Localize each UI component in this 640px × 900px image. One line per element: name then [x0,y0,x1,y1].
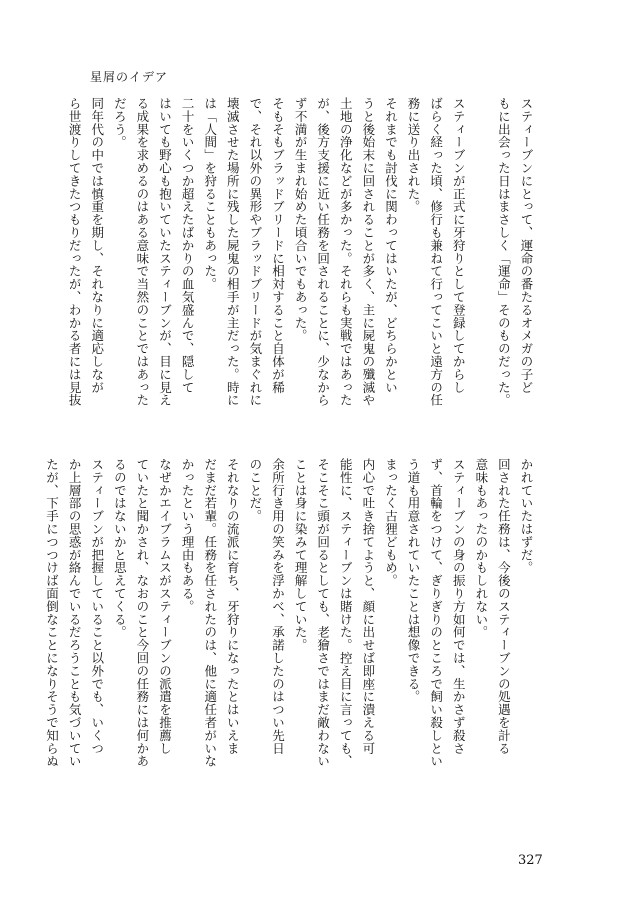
text-column: ていたと聞かされ、なおのこと今回の任務には何かあ [134,458,150,768]
text-column: スティーブンにとって、運命の番たるオメガの子ど [519,97,534,394]
text-column: だろう。 [112,97,128,149]
text-column: 土地の浄化などが多かった。それらも実戦ではあった [338,97,354,407]
text-column: るのではないかと思えてくる。 [112,458,128,639]
text-column: ことは身に染みて理解していた。 [293,458,309,652]
text-column: かれていたはずだ。 [519,458,534,575]
text-column: う道も用意されていたことは想像できる。 [406,458,422,704]
text-column: 務に送り出された。 [406,97,422,214]
text-column: スティーブンが正式に牙狩りとして登録してからし [451,97,467,394]
text-column: 回された任務は、今後のスティーブンの処遇を計る [496,458,512,755]
text-column: それなりの流派に育ち、牙狩りになったとはいえま [225,458,241,755]
text-column: ら世渡りしてきたつもりだったが、わかる者には見抜 [67,97,83,407]
upper-text-block [63,97,537,437]
text-column: 能性に、スティーブンは賭けた。控え目に言っても、 [338,458,354,768]
text-column: る成果を求めるのはある意味で当然のことではあった [134,97,150,407]
text-column: だまだ若輩。任務を任されたのは、他に適任者がいな [202,458,218,768]
text-column: 同年代の中では慎重を期し、それなりに適応しなが [89,97,105,394]
text-column: ず、首輪をつけて、ぎりぎりのところで飼い殺しとい [428,458,444,768]
text-column: スティーブンが把握していること以外でも、いくつ [89,458,105,755]
running-head: 星屑のイデア [90,70,169,84]
text-column: そもそもブラッドブリードに相対すること自体が稀 [270,97,286,394]
text-column: 二十をいくつか超えたばかりの血気盛んで、隠して [180,97,196,394]
text-column: 余所行き用の笑みを浮かべ、承諾したのはつい先日 [270,458,286,755]
lower-text-block [40,458,537,816]
text-column: うと後始末に回されることが多く、主に屍鬼の殲滅や [360,97,376,407]
text-column: 意味もあったのかもしれない。 [473,458,489,639]
text-column: かったという理由もある。 [180,458,196,613]
text-column: は「人間」を狩ることもあった。 [202,97,218,291]
text-column [469,97,492,437]
text-column: か上層部の思惑が絡んでいるだろうことも気づいてい [67,458,83,768]
text-column: ず不満が生まれ始めた頃合いでもあった。 [293,97,309,343]
text-column: のことだ。 [247,458,263,523]
text-column: なぜかエイブラムスがスティーブンの派遣を推薦し [157,458,173,755]
text-column: まったく古狸どもめ。 [383,458,399,587]
text-column: が、後方支援に近い任務を回されることに、少なから [315,97,331,407]
text-column: 壊滅させた場所に残した屍鬼の相手が主だった。時に [225,97,241,407]
text-column: はいても野心も抱いていたスティーブンが、目に見え [157,97,173,407]
text-column: で、それ以外の異形やブラッドブリードが気まぐれに [247,97,263,407]
text-column: 内心で吐き捨てようと、顔に出せば即座に潰える可 [360,458,376,755]
text-column: スティーブンの身の振り方如何では、生かさず殺さ [451,458,467,755]
text-column: それまでも討伐に関わってはいたが、どちらかとい [383,97,399,394]
text-column: たが、下手につつけば面倒なことになりそうで知らぬ [44,458,60,768]
text-column: ばらく経った頃、修行も兼ねて行ってこいと遠方の任 [428,97,444,407]
text-column: そこそこ頭が回るとしても、老獪さではまだ敵わない [315,458,331,768]
text-column: もに出会った日はまさしく「運命」そのものだった。 [496,97,512,407]
page-number: 327 [518,853,543,868]
